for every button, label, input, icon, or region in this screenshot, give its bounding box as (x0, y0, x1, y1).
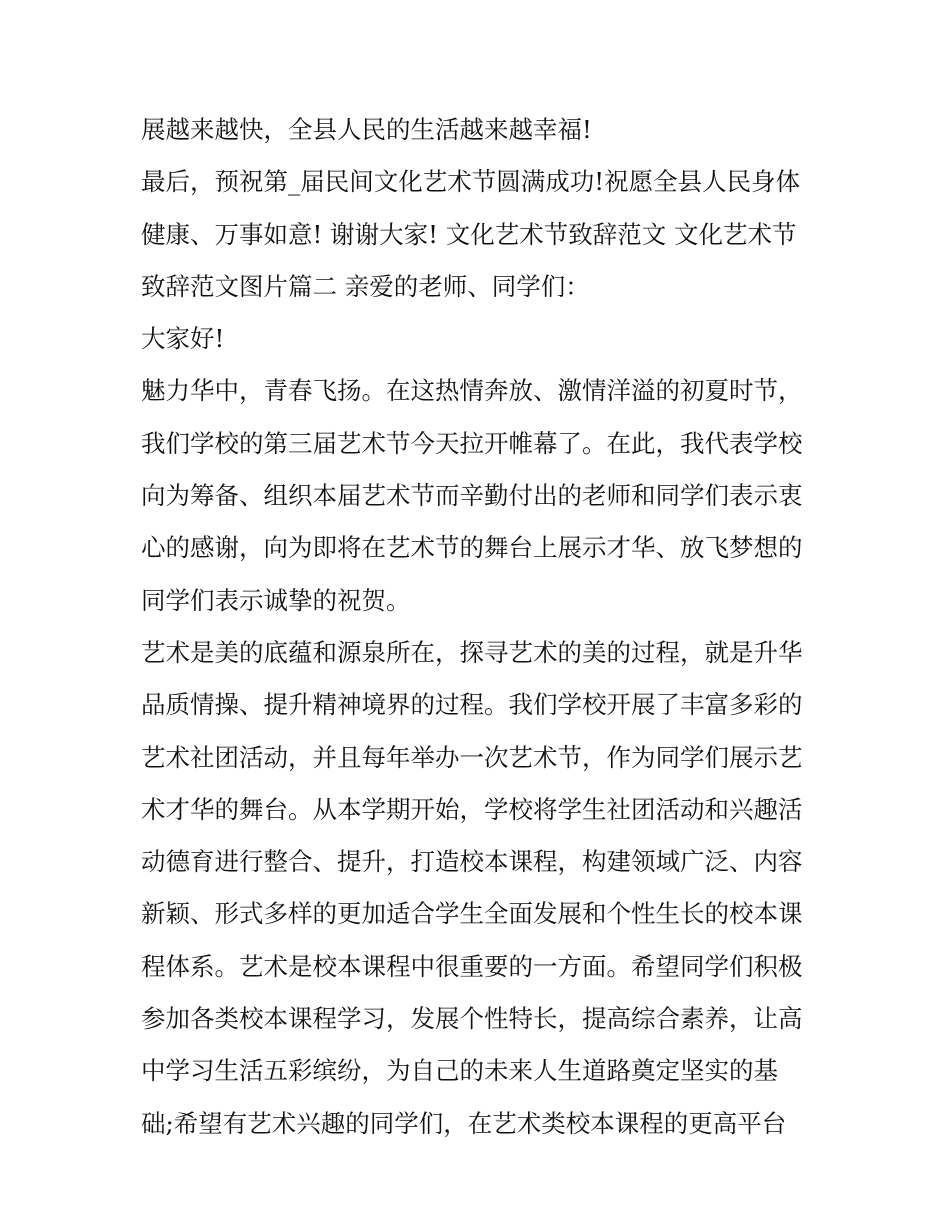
text-line: 大家好! (141, 324, 225, 354)
text-line: 健康、万事如意! 谢谢大家! 文化艺术节致辞范文 文化艺术节 (141, 219, 797, 249)
text-line: 同学们表示诚挚的祝贺。 (141, 585, 411, 615)
text-line: 心的感谢，向为即将在艺术节的舞台上展示才华、放飞梦想的 (141, 533, 803, 563)
text-line: 向为筹备、组织本届艺术节而辛勤付出的老师和同学们表示衷 (141, 481, 803, 511)
text-line: 术才华的舞台。从本学期开始，学校将学生社团活动和兴趣活 (141, 794, 803, 824)
text-line: 参加各类校本课程学习，发展个性特长，提高综合素养，让高 (141, 1004, 803, 1034)
text-line: 品质情操、提升精神境界的过程。我们学校开展了丰富多彩的 (141, 690, 803, 720)
text-line: 新颖、形式多样的更加适合学生全面发展和个性生长的校本课 (141, 899, 803, 929)
text-line: 艺术是美的底蕴和源泉所在，探寻艺术的美的过程，就是升华 (141, 637, 803, 667)
text-line: 艺术社团活动，并且每年举办一次艺术节，作为同学们展示艺 (141, 742, 803, 772)
text-line: 动德育进行整合、提升，打造校本课程，构建领域广泛、内容 (141, 847, 803, 877)
text-line: 致辞范文图片篇二 亲爱的老师、同学们： (141, 271, 590, 301)
text-line: 中学习生活五彩缤纷，为自己的未来人生道路奠定坚实的基 (141, 1056, 778, 1086)
text-line: 展越来越快，全县人民的生活越来越幸福! (141, 115, 592, 144)
body-text (141, 104, 821, 1150)
text-line: 最后，预祝第_届民间文化艺术节圆满成功!祝愿全县人民身体 (141, 167, 801, 197)
text-line: 础;希望有艺术兴趣的同学们，在艺术类校本课程的更高平台 (141, 1108, 787, 1138)
text-line: 魅力华中，青春飞扬。在这热情奔放、激情洋溢的初夏时节， (141, 376, 803, 406)
text-line: 我们学校的第三届艺术节今天拉开帷幕了。在此，我代表学校 (141, 428, 803, 458)
text-line: 程体系。艺术是校本课程中很重要的一方面。希望同学们积极 (141, 951, 803, 981)
